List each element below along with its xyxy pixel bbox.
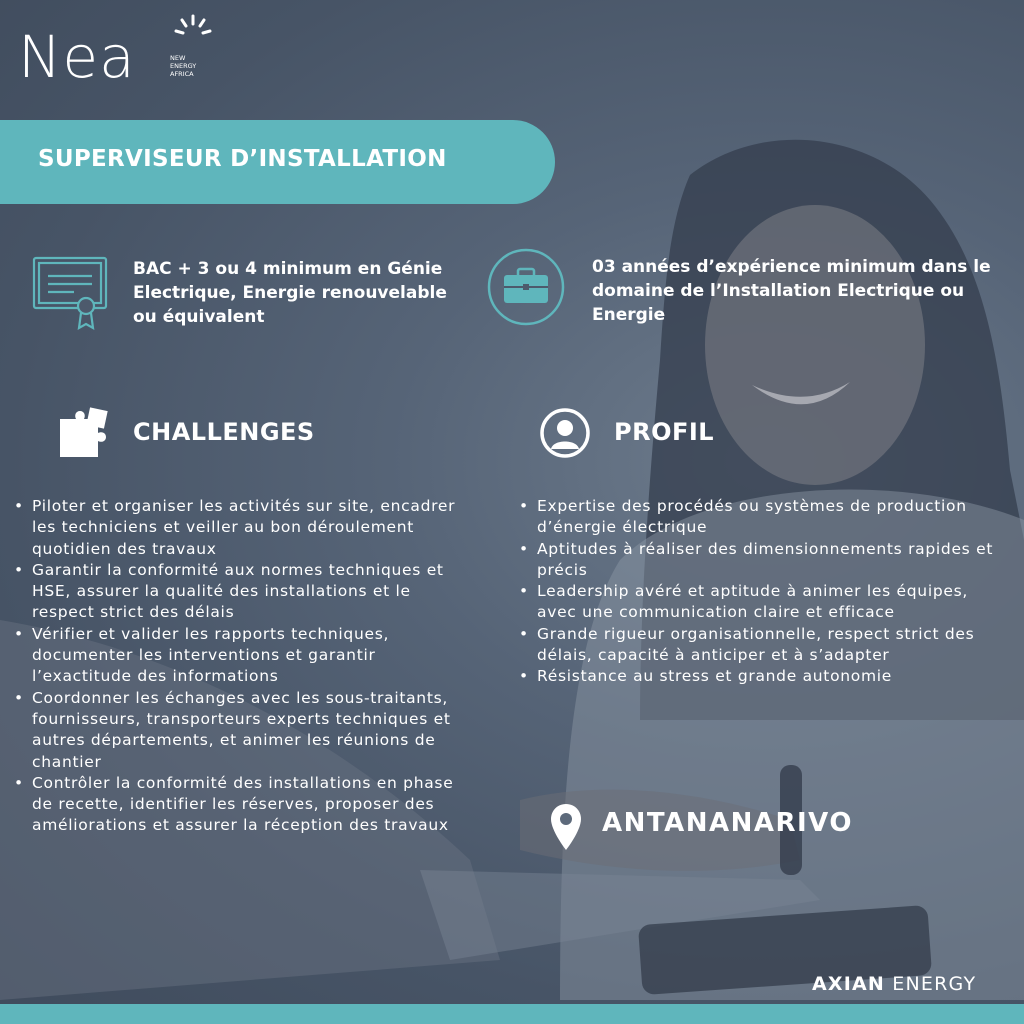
profil-heading: PROFIL xyxy=(614,418,715,446)
list-item: • Leadership avéré et aptitude à animer les équipes, avec une communication claire et efficace xyxy=(519,581,1009,624)
brand-light: ENERGY xyxy=(892,973,977,995)
logo-tagline: NEW ENERGY AFRICA xyxy=(170,54,197,78)
list-item: • Résistance au stress et grande autonomie xyxy=(519,666,1009,687)
list-item: • Aptitudes à réaliser des dimensionnements rapides et précis xyxy=(519,539,1009,582)
profil-list xyxy=(519,496,1009,688)
list-item: • Grande rigueur organisationnelle, respect strict des délais, capacité à anticiper et à s’adapter xyxy=(519,624,1009,667)
puzzle-icon xyxy=(58,407,110,459)
list-item: • Garantir la conformité aux normes techniques et HSE, assurer la qualité des installations et le respect strict des délais xyxy=(14,560,464,624)
experience-requirement: 03 années d’expérience minimum dans le domaine de l’Installation Electrique ou Energie xyxy=(592,257,991,325)
bottom-accent-bar xyxy=(0,1004,1024,1024)
list-item: • Contrôler la conformité des installations en phase de recette, identifier les réserves, proposer des améliorations et assurer la réception des travaux xyxy=(14,773,464,837)
brand-bold: AXIAN xyxy=(812,973,886,995)
location-city: ANTANANARIVO xyxy=(602,808,853,838)
axian-energy-logo xyxy=(812,973,976,995)
challenges-list xyxy=(14,496,464,837)
list-item: • Vérifier et valider les rapports techniques, documenter les interventions et garantir l’exactitude des informations xyxy=(14,624,464,688)
certificate-icon xyxy=(32,256,110,334)
nea-logo xyxy=(18,14,218,91)
challenges-heading: CHALLENGES xyxy=(133,418,315,446)
job-title-banner xyxy=(0,120,555,204)
education-requirement: BAC + 3 ou 4 minimum en Génie Electrique, Energie renouvelable ou équivalent xyxy=(133,259,447,327)
sun-rays-icon xyxy=(168,14,218,54)
map-pin-icon xyxy=(548,802,584,852)
briefcase-icon xyxy=(487,248,565,326)
user-circle-icon xyxy=(539,407,591,459)
list-item: • Expertise des procédés ou systèmes de production d’énergie électrique xyxy=(519,496,1009,539)
list-item: • Piloter et organiser les activités sur site, encadrer les techniciens et veiller au bon déroulement quotidien des travaux xyxy=(14,496,464,560)
logo-wordmark: Nea xyxy=(18,23,136,91)
list-item: • Coordonner les échanges avec les sous-traitants, fournisseurs, transporteurs experts techniques et autres départements, et animer les réunions de chantier xyxy=(14,688,464,773)
job-title: SUPERVISEUR D’INSTALLATION xyxy=(38,146,447,172)
